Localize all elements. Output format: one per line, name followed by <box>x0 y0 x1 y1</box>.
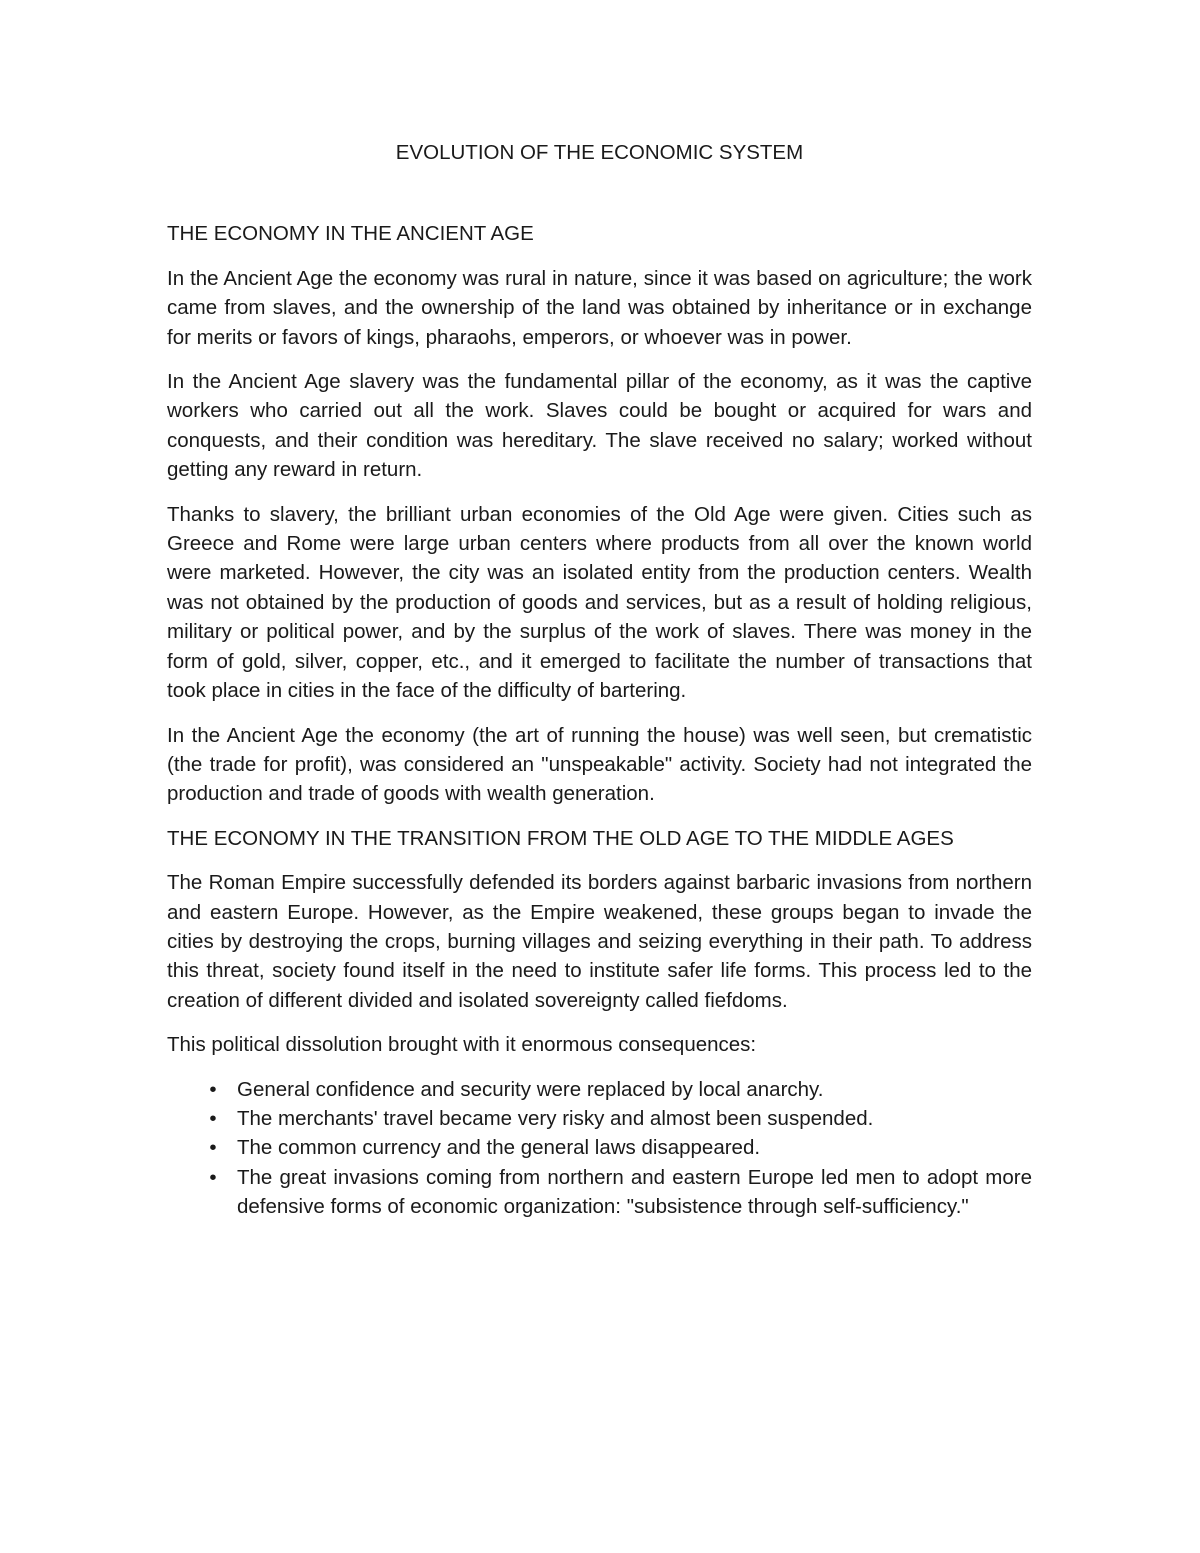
list-item <box>167 1104 1032 1133</box>
consequences-list <box>167 1075 1032 1222</box>
list-item <box>167 1075 1032 1104</box>
list-item <box>167 1163 1032 1222</box>
section-ancient-age <box>167 219 1032 808</box>
list-item-text: The merchants' travel became very risky and almost been suspended. <box>237 1106 874 1130</box>
bullet-icon: • <box>209 1136 217 1160</box>
paragraph: The Roman Empire successfully defended its borders against barbaric invasions from northern and eastern Europe. However, as the Empire weakened, these groups began to invade the cities by destroying the crops, burning villages and seizing everything in their path. To address this threat, society found itself in the need to institute safer life forms. This process led to the creation of different divided and isolated sovereignty called fiefdoms. <box>167 871 1032 1012</box>
bullet-icon: • <box>209 1077 217 1101</box>
paragraph: In the Ancient Age the economy was rural in nature, since it was based on agriculture; the work came from slaves, and the ownership of the land was obtained by inheritance or in exchange for merits or favors of kings, pharaohs, emperors, or whoever was in power. <box>167 266 1032 349</box>
paragraph: In the Ancient Age the economy (the art of running the house) was well seen, but crematistic (the trade for profit), was considered an "unspeakable" activity. Society had not integrated the production and trade of goods with wealth generation. <box>167 723 1032 806</box>
paragraph: This political dissolution brought with it enormous consequences: <box>167 1033 757 1057</box>
paragraph: In the Ancient Age slavery was the fundamental pillar of the economy, as it was the captive workers who carried out all the work. Slaves could be bought or acquired for wars and conquests, and their condition was hereditary. The slave received no salary; worked without getting any reward in return. <box>167 370 1032 482</box>
bullet-icon: • <box>209 1106 217 1130</box>
section-transition <box>167 824 1032 1222</box>
list-item <box>167 1133 1032 1162</box>
document-body <box>167 138 1032 1222</box>
paragraph: Thanks to slavery, the brilliant urban economies of the Old Age were given. Cities such as Greece and Rome were large urban centers where products from all over the known world were marketed. However, the city was an isolated entity from the production centers. Wealth was not obtained by the production of goods and services, but as a result of holding religious, military or political power, and by the surplus of the work of slaves. There was money in the form of gold, silver, copper, etc., and it emerged to facilitate the number of transactions that took place in cities in the face of the difficulty of bartering. <box>167 502 1032 703</box>
list-item-text: The common currency and the general laws disappeared. <box>237 1136 761 1160</box>
list-item-text: The great invasions coming from northern and eastern Europe led men to adopt more defensive forms of economic organization: "subsistence through self-sufficiency." <box>237 1165 1032 1219</box>
section-heading: THE ECONOMY IN THE ANCIENT AGE <box>167 222 534 246</box>
list-item-text: General confidence and security were replaced by local anarchy. <box>237 1077 824 1101</box>
section-heading: THE ECONOMY IN THE TRANSITION FROM THE OLD AGE TO THE MIDDLE AGES <box>167 826 954 850</box>
bullet-icon: • <box>209 1165 217 1189</box>
document-title: EVOLUTION OF THE ECONOMIC SYSTEM <box>395 141 804 164</box>
